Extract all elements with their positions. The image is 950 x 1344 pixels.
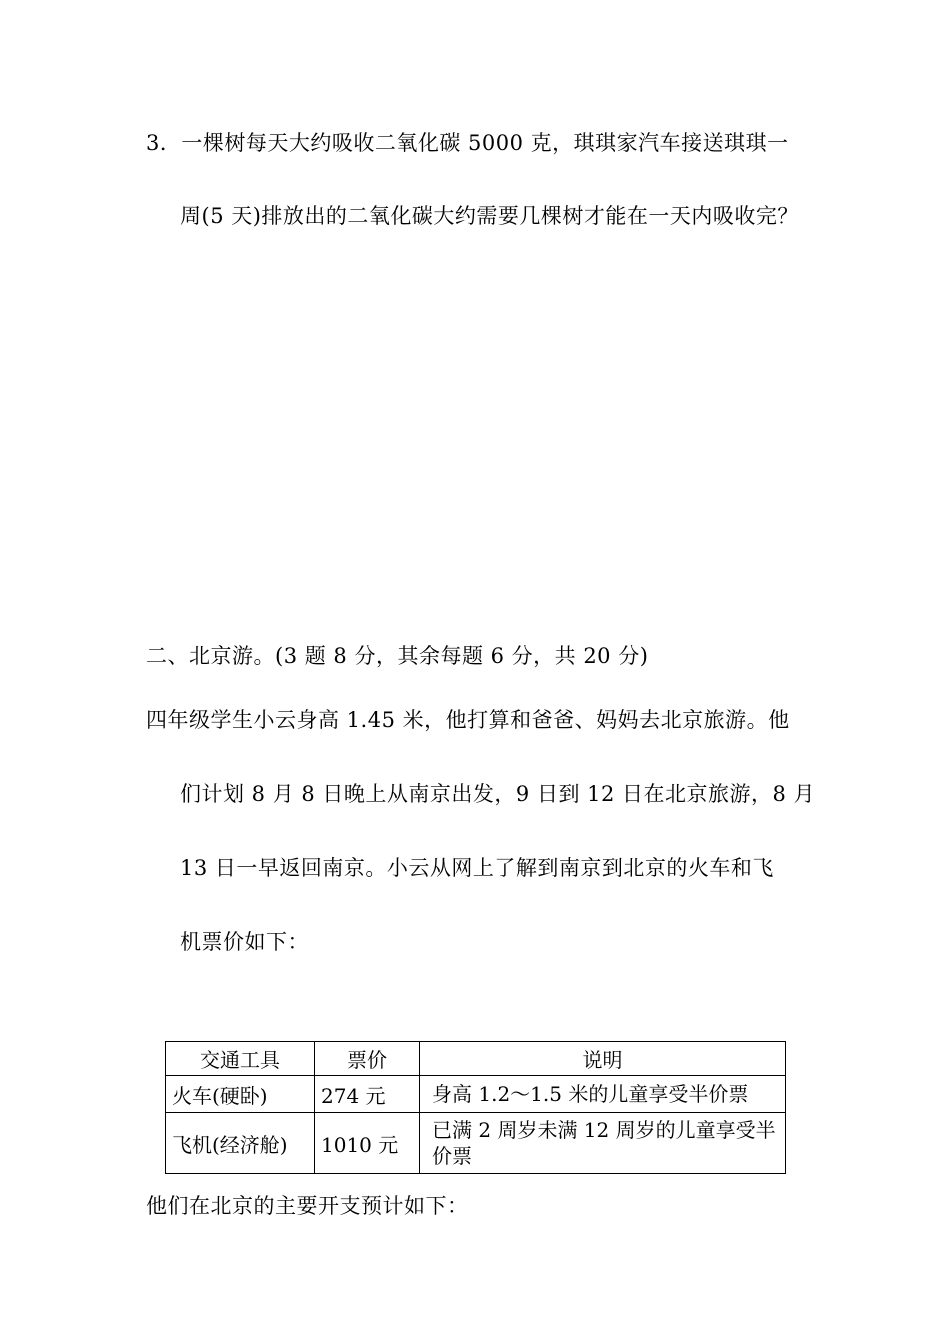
cell-note-train: [420, 1076, 786, 1113]
intro-line-1: 四年级学生小云身高 1.45 米，他打算和爸爸、妈妈去北京旅游。他: [146, 708, 790, 732]
cell-vehicle-plane: 飞机(经济舱): [166, 1113, 315, 1174]
table-row: [166, 1076, 786, 1113]
question-3-line-2: 周(5 天)排放出的二氧化碳大约需要几棵树才能在一天内吸收完？: [180, 204, 799, 228]
fare-table: [165, 1041, 786, 1174]
table-row: [166, 1113, 786, 1174]
fare-table-header-row: [166, 1042, 786, 1076]
intro-line-4: 机票价如下：: [180, 930, 309, 954]
question-3-line-1: 3．一棵树每天大约吸收二氧化碳 5000 克，琪琪家汽车接送琪琪一: [146, 131, 789, 155]
note-train-text: 身高 1.2～1.5 米的儿童享受半价票: [432, 1082, 749, 1106]
note-plane-text: 已满 2 周岁未满 12 周岁的儿童享受半价票: [432, 1118, 776, 1168]
header-note: 说明: [420, 1042, 786, 1076]
cell-note-plane: [420, 1113, 786, 1174]
cell-price-train: 274 元: [315, 1076, 420, 1113]
section-2-title: 二、北京游。(3 题 8 分，其余每题 6 分，共 20 分): [146, 644, 649, 668]
intro-line-3: 13 日一早返回南京。小云从网上了解到南京到北京的火车和飞: [180, 856, 774, 880]
header-vehicle: 交通工具: [166, 1042, 315, 1076]
header-price: 票价: [315, 1042, 420, 1076]
cell-vehicle-train: 火车(硬卧): [166, 1076, 315, 1113]
intro-line-2: 们计划 8 月 8 日晚上从南京出发，9 日到 12 日在北京旅游，8 月: [180, 782, 816, 806]
cell-price-plane: 1010 元: [315, 1113, 420, 1174]
expenses-intro: 他们在北京的主要开支预计如下：: [146, 1194, 469, 1218]
